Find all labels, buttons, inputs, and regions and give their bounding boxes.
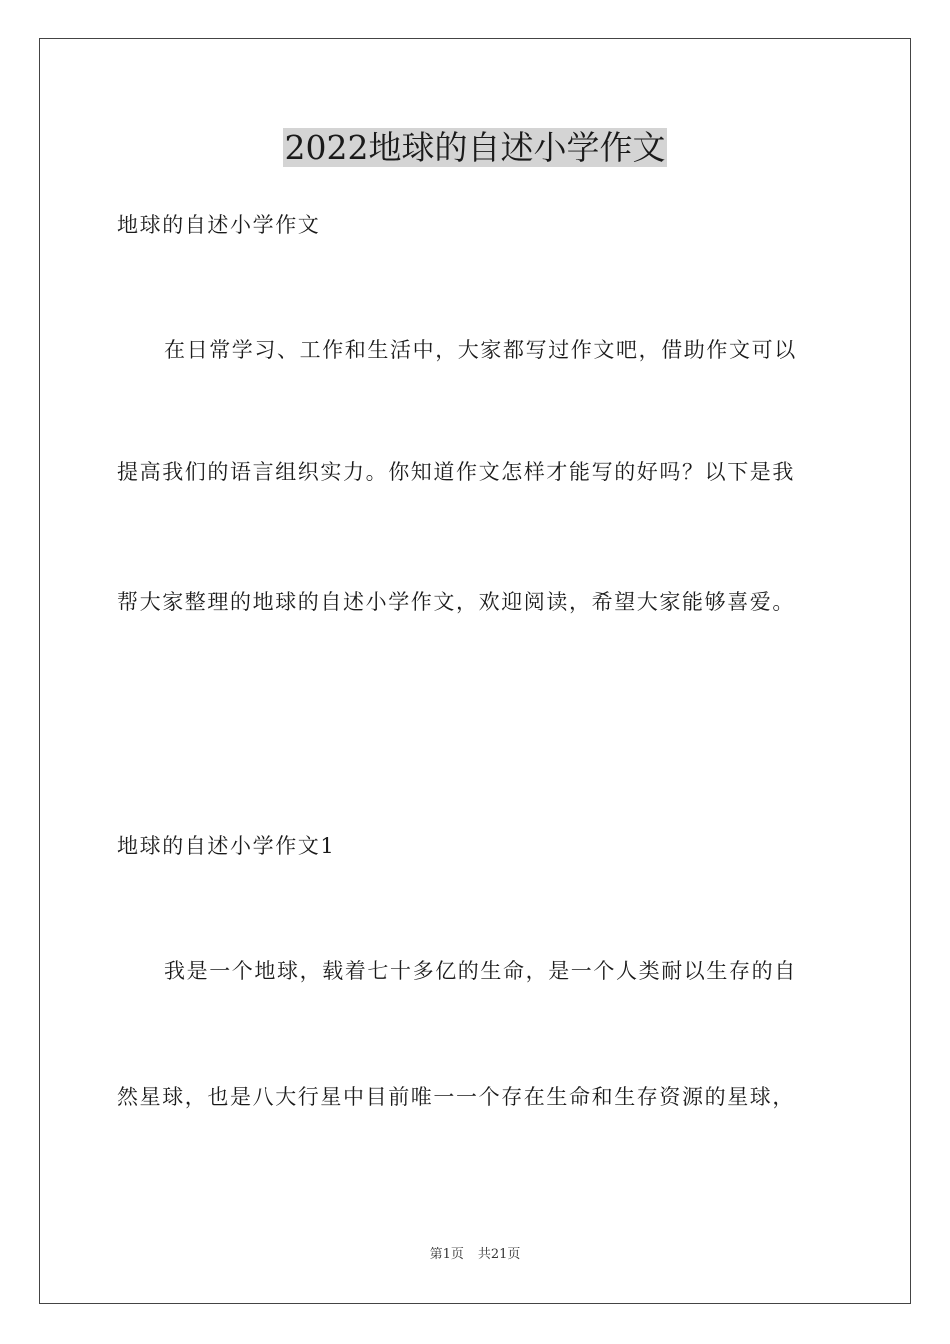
paragraph-1-line-1: 在日常学习、工作和生活中，大家都写过作文吧，借助作文可以: [164, 338, 797, 362]
document-subtitle: 地球的自述小学作文: [117, 213, 321, 237]
page-footer: [0, 1246, 950, 1264]
document-title-text: 2022地球的自述小学作文: [284, 128, 666, 167]
paragraph-1-line-2: 提高我们的语言组织实力。你知道作文怎样才能写的好吗？以下是我: [117, 460, 795, 484]
page-number: 第1页: [429, 1247, 464, 1262]
document-title: [0, 126, 950, 170]
page-total: 共21页: [477, 1247, 521, 1262]
paragraph-1-line-3: 帮大家整理的地球的自述小学作文，欢迎阅读，希望大家能够喜爱。: [117, 590, 795, 614]
section-heading: 地球的自述小学作文1: [117, 834, 336, 858]
paragraph-2-line-2: 然星球，也是八大行星中目前唯一一个存在生命和生存资源的星球，: [117, 1085, 795, 1109]
paragraph-2-line-1: 我是一个地球，载着七十多亿的生命，是一个人类耐以生存的自: [164, 959, 797, 983]
